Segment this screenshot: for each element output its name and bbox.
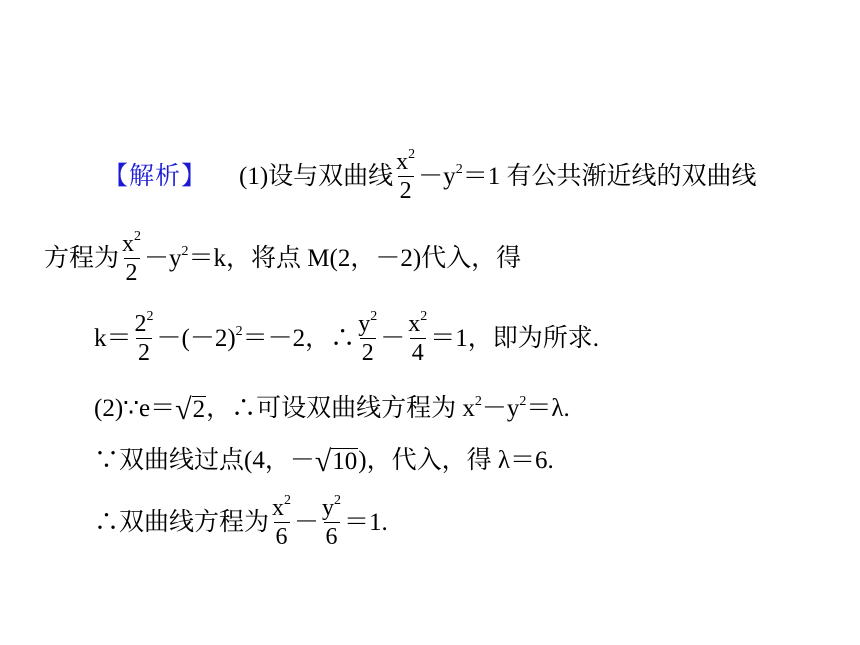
line5-text-a: ∵双曲线过点(4，－: [94, 446, 315, 474]
fraction-y2-over-6: $\frac{y^2}{6}$: [322, 493, 342, 550]
line3-text-d: －: [380, 325, 406, 352]
line3-text-a: k＝: [94, 325, 132, 352]
line2-text-a: 方程为: [44, 245, 120, 272]
fraction-x2-over-2: $\frac{x^2}{2}$: [396, 147, 416, 204]
line1-text-b: $-y^2$: [418, 162, 463, 190]
fraction-2sq-over-2: $\frac{2^2}{2}$: [134, 309, 154, 366]
line4-text-a: (2)∵e＝: [94, 394, 176, 422]
line6-text-b: －: [294, 509, 320, 536]
line2-text-b: $-y^2$: [144, 244, 189, 272]
line2-text-c: ＝k，将点 M(2，－2)代入，得: [188, 245, 522, 272]
line4-text-b: ，∴可设双曲线方程为 $x^2$: [206, 393, 482, 422]
line1-text-a: (1)设与双曲线: [239, 163, 394, 190]
solution-line-5: [94, 445, 554, 478]
fraction-x2-over-4: $\frac{x^2}{4}$: [408, 309, 428, 366]
line1-text-c: ＝1 有公共渐近线的双曲线: [462, 163, 757, 190]
fraction-x2-over-2: $\frac{x^2}{2}$: [122, 229, 142, 286]
line4-text-d: ＝λ.: [526, 394, 570, 422]
solution-line-3: [94, 309, 599, 366]
line6-text-c: ＝1.: [344, 509, 388, 536]
sqrt-10: √ 10: [314, 445, 358, 478]
line6-text-a: ∴双曲线方程为: [94, 509, 270, 536]
line4-text-c: $-y^2$: [481, 393, 527, 422]
line3-text-b: $-(-2)^2$: [156, 324, 243, 352]
fraction-x2-over-6: $\frac{x^2}{6}$: [272, 493, 292, 550]
solution-line-4: [94, 393, 570, 426]
line3-text-e: ＝1，即为所求.: [430, 325, 599, 352]
fraction-y2-over-2: $\frac{y^2}{2}$: [358, 309, 378, 366]
solution-line-2: [44, 229, 522, 286]
line5-text-b: )，代入，得 λ＝6.: [358, 446, 554, 474]
line3-text-c: ＝－2，∴: [242, 325, 356, 352]
solution-line-1: [103, 147, 757, 204]
sqrt-2: √ 2: [175, 393, 206, 426]
analysis-label: 【解析】: [103, 163, 208, 190]
solution-line-6: [94, 493, 388, 550]
